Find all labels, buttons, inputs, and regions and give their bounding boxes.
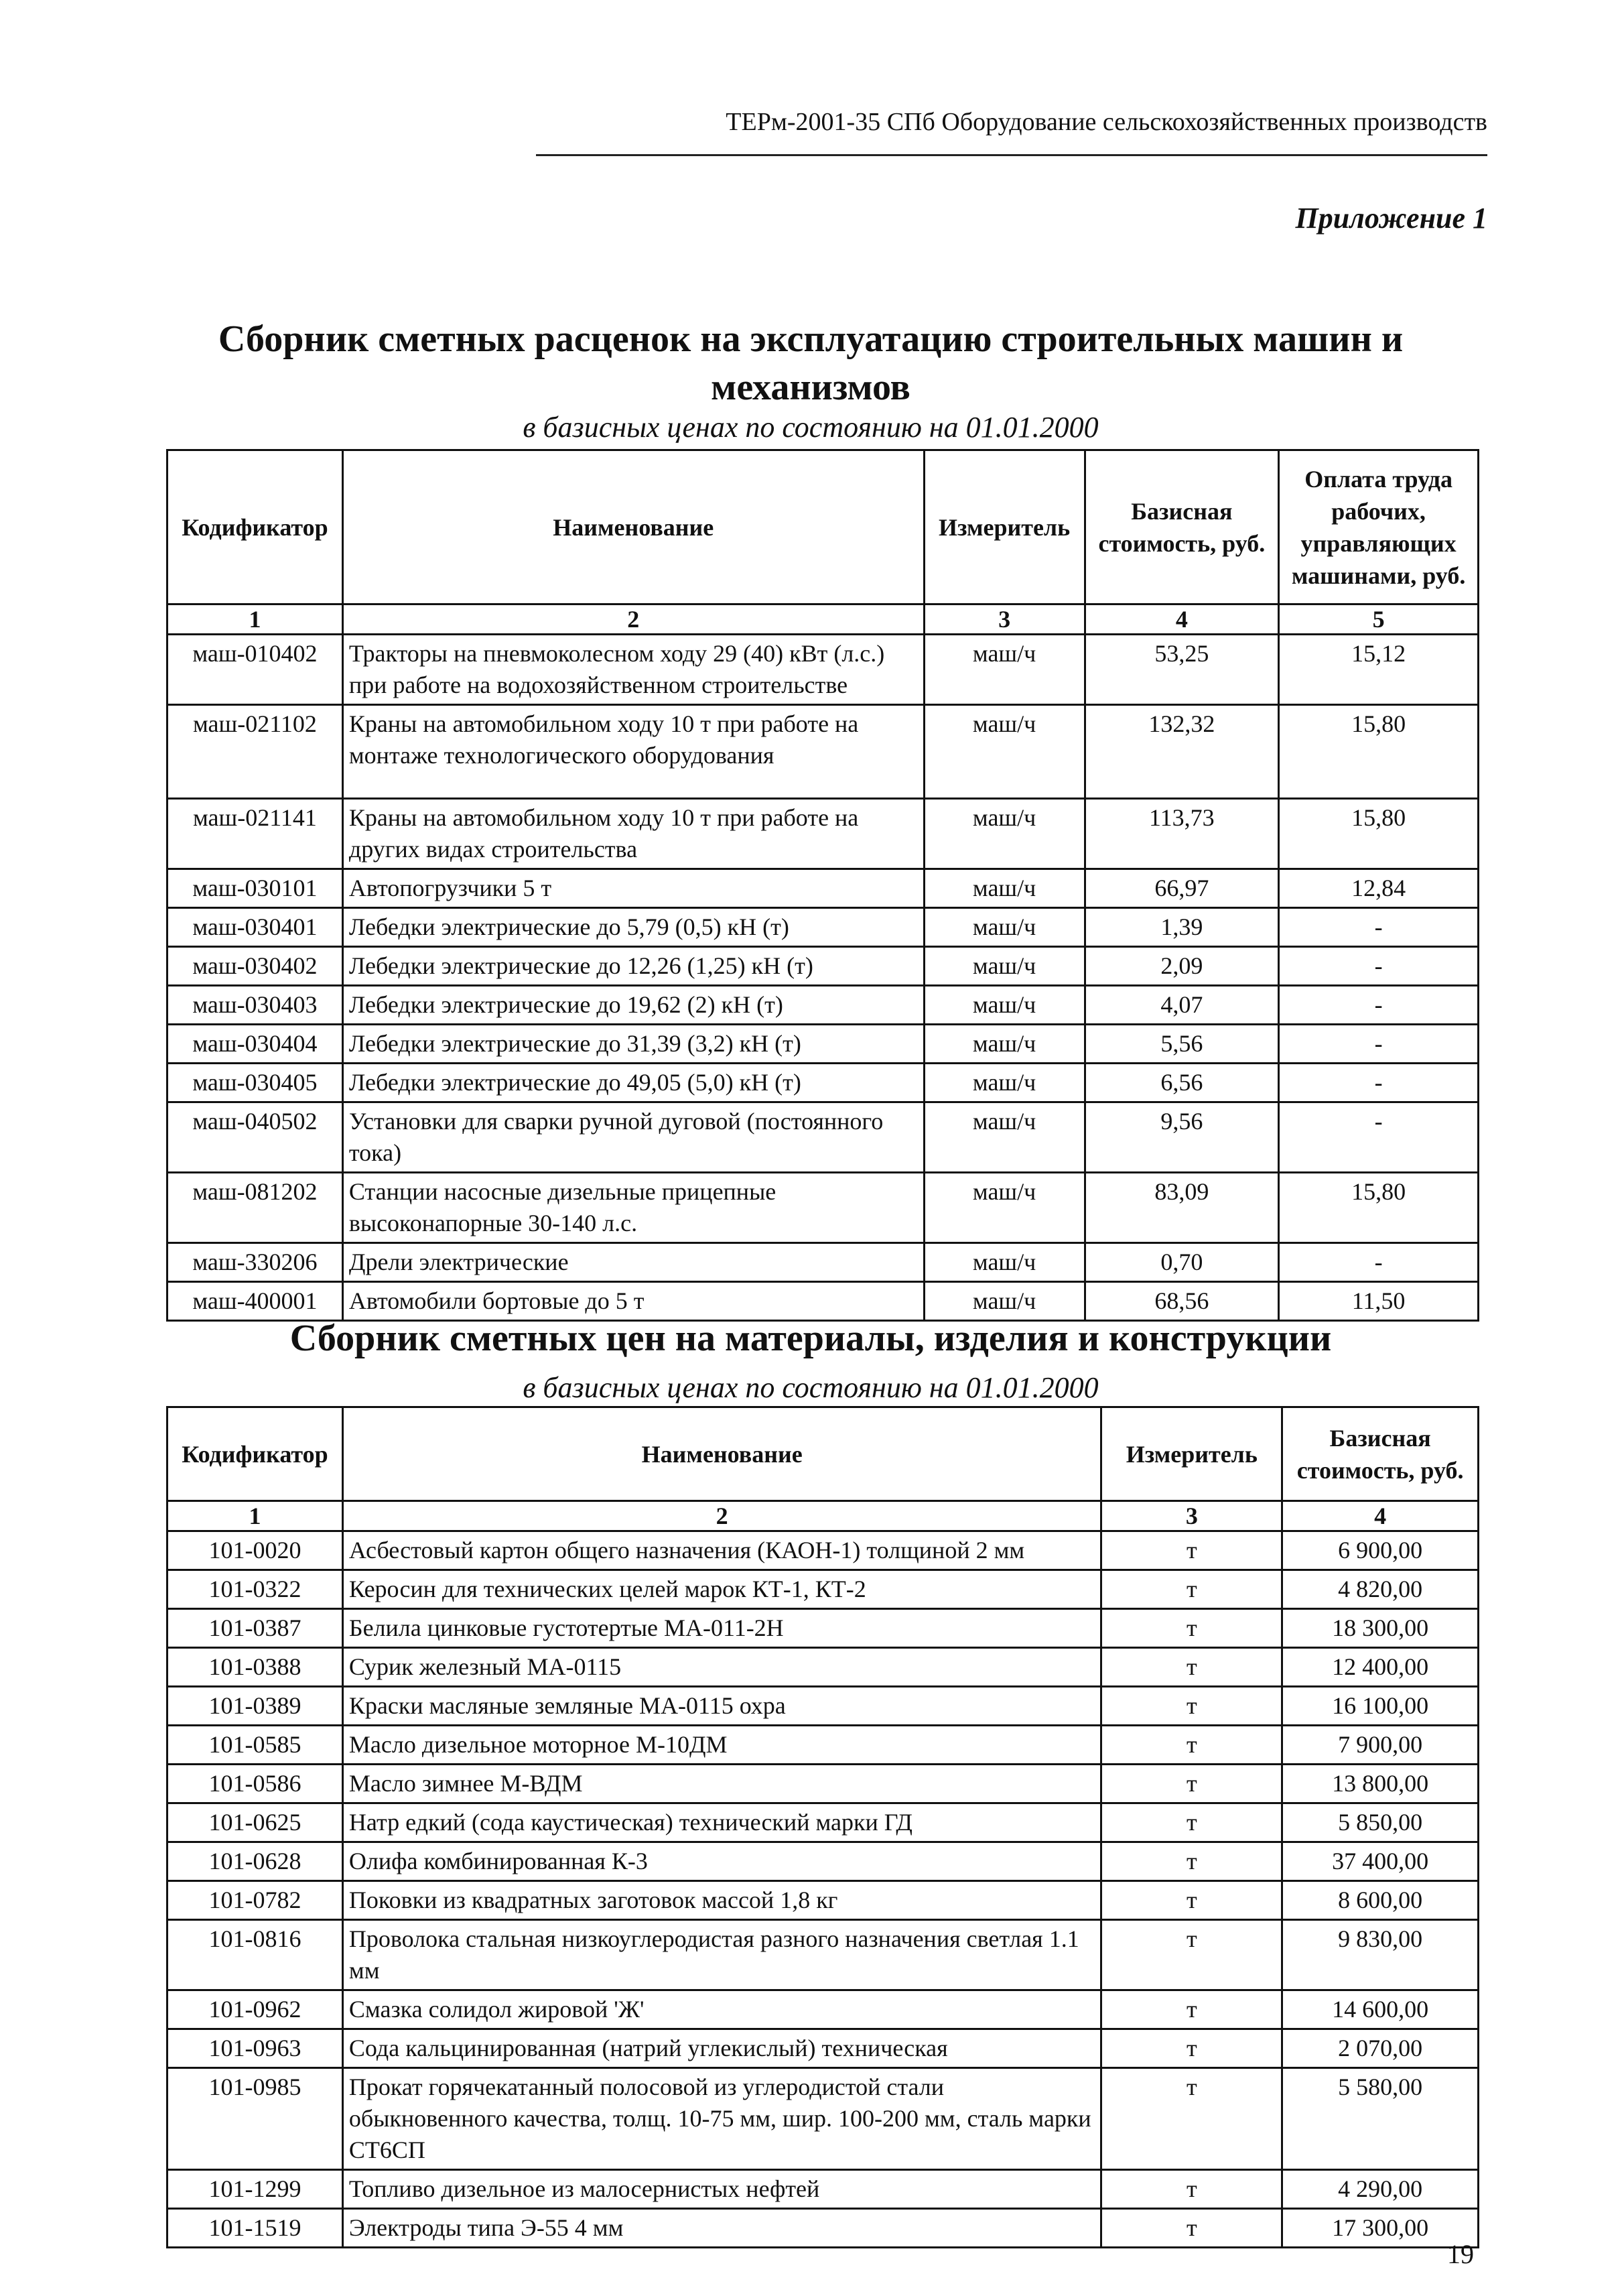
cell-name: Масло зимнее М-ВДМ — [342, 1765, 1101, 1803]
cell-cost: 68,56 — [1085, 1282, 1279, 1321]
appendix-label: Приложение 1 — [1295, 202, 1487, 235]
cell-unit: маш/ч — [924, 908, 1085, 947]
cell-cost: 4 290,00 — [1282, 2170, 1479, 2209]
section1-subtitle: в базисных ценах по состоянию на 01.01.2000 — [523, 411, 1099, 444]
table-row — [167, 2209, 1479, 2248]
cell-labor: - — [1279, 947, 1479, 986]
column-number: 1 — [167, 604, 343, 635]
table-row — [167, 705, 1479, 799]
cell-name: Асбестовый картон общего назначения (КАОН-1) толщиной 2 мм — [342, 1531, 1101, 1570]
cell-name: Сурик железный МА-0115 — [342, 1648, 1101, 1687]
column-number: 5 — [1279, 604, 1479, 635]
cell-cost: 12 400,00 — [1282, 1648, 1479, 1687]
cell-name: Белила цинковые густотертые МА-011-2Н — [342, 1609, 1101, 1648]
cell-cost: 14 600,00 — [1282, 1990, 1479, 2029]
cell-code: маш-030405 — [167, 1064, 343, 1102]
cell-unit: т — [1101, 1765, 1282, 1803]
table-row — [167, 947, 1479, 986]
column-number: 4 — [1085, 604, 1279, 635]
cell-name: Лебедки электрические до 49,05 (5,0) кН (т) — [342, 1064, 924, 1102]
cell-labor: 15,80 — [1279, 705, 1479, 799]
cell-unit: т — [1101, 1803, 1282, 1842]
cell-name: Лебедки электрические до 5,79 (0,5) кН (т) — [342, 908, 924, 947]
cell-labor: - — [1279, 986, 1479, 1025]
cell-cost: 2,09 — [1085, 947, 1279, 986]
cell-unit: маш/ч — [924, 799, 1085, 869]
column-number: 2 — [342, 1501, 1101, 1531]
cell-cost: 1,39 — [1085, 908, 1279, 947]
column-header-code: Кодификатор — [167, 1407, 343, 1501]
column-header-labor: Оплата труда рабочих, управляющих машинами, руб. — [1279, 450, 1479, 604]
cell-name: Электроды типа Э-55 4 мм — [342, 2209, 1101, 2248]
table-row — [167, 1842, 1479, 1881]
table-row — [167, 1990, 1479, 2029]
cell-labor: - — [1279, 1243, 1479, 1282]
cell-name: Олифа комбинированная К-3 — [342, 1842, 1101, 1881]
cell-name: Автомобили бортовые до 5 т — [342, 1282, 924, 1321]
cell-name: Автопогрузчики 5 т — [342, 869, 924, 908]
cell-code: 101-1299 — [167, 2170, 343, 2209]
cell-unit: т — [1101, 1648, 1282, 1687]
cell-name: Масло дизельное моторное М-10ДМ — [342, 1726, 1101, 1765]
table-row — [167, 1531, 1479, 1570]
cell-cost: 5,56 — [1085, 1025, 1279, 1064]
cell-cost: 9 830,00 — [1282, 1920, 1479, 1990]
cell-unit: маш/ч — [924, 1064, 1085, 1102]
cell-cost: 66,97 — [1085, 869, 1279, 908]
table-row — [167, 1803, 1479, 1842]
cell-cost: 113,73 — [1085, 799, 1279, 869]
cell-labor: 15,80 — [1279, 799, 1479, 869]
cell-unit: т — [1101, 1570, 1282, 1609]
cell-labor: 15,12 — [1279, 635, 1479, 705]
section2-subtitle: в базисных ценах по состоянию на 01.01.2000 — [523, 1371, 1099, 1404]
cell-unit: т — [1101, 1531, 1282, 1570]
cell-cost: 5 850,00 — [1282, 1803, 1479, 1842]
cell-code: 101-0388 — [167, 1648, 343, 1687]
table-row — [167, 1570, 1479, 1609]
cell-code: 101-0387 — [167, 1609, 343, 1648]
column-header-code: Кодификатор — [167, 450, 343, 604]
cell-name: Лебедки электрические до 31,39 (3,2) кН (т) — [342, 1025, 924, 1064]
cell-name: Сода кальцинированная (натрий углекислый) техническая — [342, 2029, 1101, 2068]
cell-cost: 83,09 — [1085, 1173, 1279, 1243]
table-row — [167, 1765, 1479, 1803]
cell-unit: маш/ч — [924, 1025, 1085, 1064]
cell-name: Краны на автомобильном ходу 10 т при работе на других видах строительства — [342, 799, 924, 869]
cell-cost: 18 300,00 — [1282, 1609, 1479, 1648]
cell-code: 101-0782 — [167, 1881, 343, 1920]
table-row — [167, 1920, 1479, 1990]
cell-unit: маш/ч — [924, 635, 1085, 705]
table-row — [167, 1064, 1479, 1102]
column-header-unit: Измеритель — [1101, 1407, 1282, 1501]
cell-cost: 4 820,00 — [1282, 1570, 1479, 1609]
cell-code: 101-0628 — [167, 1842, 343, 1881]
column-number: 4 — [1282, 1501, 1479, 1531]
cell-code: маш-030404 — [167, 1025, 343, 1064]
cell-unit: т — [1101, 2209, 1282, 2248]
table-row — [167, 1648, 1479, 1687]
cell-labor: - — [1279, 908, 1479, 947]
table-row — [167, 1102, 1479, 1173]
cell-code: 101-0985 — [167, 2068, 343, 2170]
cell-name: Проволока стальная низкоуглеродистая разного назначения светлая 1.1 мм — [342, 1920, 1101, 1990]
cell-code: маш-330206 — [167, 1243, 343, 1282]
cell-unit: т — [1101, 2029, 1282, 2068]
page-number: 19 — [1447, 2239, 1474, 2269]
cell-name: Тракторы на пневмоколесном ходу 29 (40) кВт (л.с.) при работе на водохозяйственном строительстве — [342, 635, 924, 705]
cell-cost: 2 070,00 — [1282, 2029, 1479, 2068]
table-row — [167, 908, 1479, 947]
cell-name: Прокат горячекатанный полосовой из углеродистой стали обыкновенного качества, толщ. 10-75 мм, шир. 100-200 мм, сталь марки СТ6СП — [342, 2068, 1101, 2170]
table-row — [167, 799, 1479, 869]
table-row — [167, 2170, 1479, 2209]
column-header-cost: Базисная стоимость, руб. — [1085, 450, 1279, 604]
cell-code: маш-400001 — [167, 1282, 343, 1321]
cell-unit: т — [1101, 1609, 1282, 1648]
section2-title: Сборник сметных цен на материалы, изделия и конструкции — [289, 1318, 1332, 1359]
cell-name: Установки для сварки ручной дуговой (постоянного тока) — [342, 1102, 924, 1173]
table-row — [167, 1726, 1479, 1765]
cell-code: маш-030401 — [167, 908, 343, 947]
cell-code: маш-040502 — [167, 1102, 343, 1173]
cell-unit: т — [1101, 2170, 1282, 2209]
cell-name: Лебедки электрические до 19,62 (2) кН (т) — [342, 986, 924, 1025]
table-row — [167, 869, 1479, 908]
column-number: 1 — [167, 1501, 343, 1531]
cell-unit: т — [1101, 1726, 1282, 1765]
cell-name: Керосин для технических целей марок КТ-1, КТ-2 — [342, 1570, 1101, 1609]
cell-name: Лебедки электрические до 12,26 (1,25) кН (т) — [342, 947, 924, 986]
table-row — [167, 1025, 1479, 1064]
cell-unit: т — [1101, 2068, 1282, 2170]
column-number: 2 — [342, 604, 924, 635]
column-number: 3 — [924, 604, 1085, 635]
cell-unit: маш/ч — [924, 1243, 1085, 1282]
cell-cost: 9,56 — [1085, 1102, 1279, 1173]
cell-unit: т — [1101, 1881, 1282, 1920]
table-row — [167, 1282, 1479, 1321]
cell-name: Топливо дизельное из малосернистых нефтей — [342, 2170, 1101, 2209]
cell-code: 101-0816 — [167, 1920, 343, 1990]
cell-cost: 5 580,00 — [1282, 2068, 1479, 2170]
cell-unit: т — [1101, 1842, 1282, 1881]
section1-title: Сборник сметных расценок на эксплуатацию строительных машин и механизмов — [218, 318, 1404, 408]
table-row — [167, 1881, 1479, 1920]
cell-unit: т — [1101, 1990, 1282, 2029]
cell-cost: 53,25 — [1085, 635, 1279, 705]
cell-cost: 6 900,00 — [1282, 1531, 1479, 1570]
cell-cost: 132,32 — [1085, 705, 1279, 799]
cell-labor: - — [1279, 1025, 1479, 1064]
cell-code: маш-010402 — [167, 635, 343, 705]
cell-name: Поковки из квадратных заготовок массой 1,8 кг — [342, 1881, 1101, 1920]
cell-name: Дрели электрические — [342, 1243, 924, 1282]
cell-labor: 11,50 — [1279, 1282, 1479, 1321]
cell-code: маш-030101 — [167, 869, 343, 908]
cell-unit: маш/ч — [924, 1282, 1085, 1321]
cell-code: 101-0585 — [167, 1726, 343, 1765]
cell-name: Натр едкий (сода каустическая) технический марки ГД — [342, 1803, 1101, 1842]
cell-code: 101-1519 — [167, 2209, 343, 2248]
table-row — [167, 635, 1479, 705]
cell-code: 101-0322 — [167, 1570, 343, 1609]
cell-cost: 7 900,00 — [1282, 1726, 1479, 1765]
table-row — [167, 2068, 1479, 2170]
table-row — [167, 1173, 1479, 1243]
cell-unit: маш/ч — [924, 1173, 1085, 1243]
column-header-unit: Измеритель — [924, 450, 1085, 604]
cell-labor: 15,80 — [1279, 1173, 1479, 1243]
cell-code: 101-0020 — [167, 1531, 343, 1570]
cell-code: маш-021102 — [167, 705, 343, 799]
cell-name: Краны на автомобильном ходу 10 т при работе на монтаже технологического оборудования — [342, 705, 924, 799]
materials-table — [166, 1406, 1479, 2248]
running-header: ТЕРм-2001-35 СПб Оборудование сельскохозяйственных производств — [726, 108, 1487, 136]
column-header-cost: Базисная стоимость, руб. — [1282, 1407, 1479, 1501]
cell-name: Смазка солидол жировой 'Ж' — [342, 1990, 1101, 2029]
cell-cost: 17 300,00 — [1282, 2209, 1479, 2248]
table-row — [167, 1609, 1479, 1648]
cell-cost: 37 400,00 — [1282, 1842, 1479, 1881]
cell-unit: маш/ч — [924, 947, 1085, 986]
cell-labor: 12,84 — [1279, 869, 1479, 908]
table-row — [167, 1243, 1479, 1282]
cell-code: 101-0586 — [167, 1765, 343, 1803]
cell-labor: - — [1279, 1064, 1479, 1102]
cell-unit: маш/ч — [924, 705, 1085, 799]
cell-cost: 8 600,00 — [1282, 1881, 1479, 1920]
cell-code: маш-081202 — [167, 1173, 343, 1243]
column-header-name: Наименование — [342, 450, 924, 604]
cell-labor: - — [1279, 1102, 1479, 1173]
cell-code: маш-030403 — [167, 986, 343, 1025]
cell-cost: 13 800,00 — [1282, 1765, 1479, 1803]
cell-cost: 4,07 — [1085, 986, 1279, 1025]
cell-code: маш-021141 — [167, 799, 343, 869]
cell-cost: 0,70 — [1085, 1243, 1279, 1282]
cell-unit: т — [1101, 1687, 1282, 1726]
column-number: 3 — [1101, 1501, 1282, 1531]
cell-code: 101-0389 — [167, 1687, 343, 1726]
cell-code: маш-030402 — [167, 947, 343, 986]
cell-name: Станции насосные дизельные прицепные высоконапорные 30-140 л.с. — [342, 1173, 924, 1243]
cell-unit: маш/ч — [924, 1102, 1085, 1173]
cell-code: 101-0625 — [167, 1803, 343, 1842]
cell-code: 101-0962 — [167, 1990, 343, 2029]
cell-cost: 16 100,00 — [1282, 1687, 1479, 1726]
cell-unit: т — [1101, 1920, 1282, 1990]
table-row — [167, 2029, 1479, 2068]
column-header-name: Наименование — [342, 1407, 1101, 1501]
table-row — [167, 986, 1479, 1025]
table-row — [167, 1687, 1479, 1726]
cell-cost: 6,56 — [1085, 1064, 1279, 1102]
cell-name: Краски масляные земляные МА-0115 охра — [342, 1687, 1101, 1726]
cell-unit: маш/ч — [924, 869, 1085, 908]
cell-code: 101-0963 — [167, 2029, 343, 2068]
machines-table — [166, 449, 1479, 1322]
header-rule — [536, 154, 1487, 156]
cell-unit: маш/ч — [924, 986, 1085, 1025]
